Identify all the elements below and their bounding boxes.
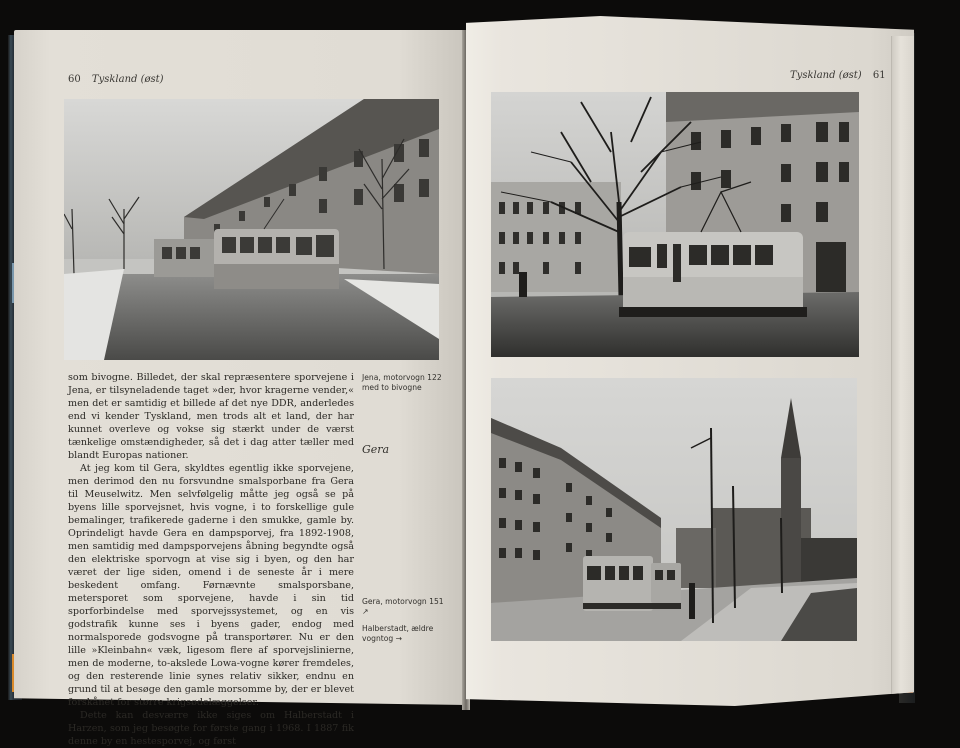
photo-gera-tram (491, 92, 859, 357)
running-title-left: Tyskland (øst) (91, 74, 164, 85)
caption-jena: Jena, motorvogn 122 med to bivogne (362, 373, 442, 392)
paragraph-1: som bivogne. Billedet, der skal repræsentere sporvejene i Jena, er tilsyneladende taget »der, hvor kragerne vender,« men det er samtidig et billede af det nye DDR, anderledes end vi kender Tyskland, men trods alt et land, der har kunnet overleve og vokse sig stærkt under de værst tænkelige omstændigheder, så det i dag atter tæller med blandt Europas nationer. (68, 372, 354, 461)
running-title-right: Tyskland (øst) (790, 70, 862, 81)
photo-jena-tram (64, 99, 439, 360)
caption-halberstadt-text: Halberstadt, ældre vogntog (362, 624, 434, 643)
body-text-left (68, 371, 354, 748)
page-number-left: 60 (68, 74, 81, 85)
arrow-right-icon: → (395, 634, 403, 643)
paragraph-2: At jeg kom til Gera, skyldtes egentlig ikke sporvejene, men derimod den nu forsvundne smalsporbane fra Gera til Meuselwitz. Men selvfølgelig måtte jeg også se på byens lille sporvejsnet, hvis vogne, i to forskellige gule bemalinger, trafikerede gaderne i den smukke, gamle by. Oprindeligt havde Gera en dampsporvej, fra 1892-1908, men samtidig med dampsporvejens åbning begyndte også den elektriske sporvogn at vise sig i byen, og den har været der lige siden, omend i de seneste år i mere beskedent omfang. Førnævnte smalsporsbane, metersporet som sporvejene, havde i sin tid sporforbindelse med sporvejssystemet, og en vis godstrafik kunne ses i byens gader, endog med normalsporede godsvogne på transportører. Nu er den lille »Kleinbahn« væk, ligesom flere af sporvejslinierne, men de moderne, to-akslede Lowa-vogne kører fremdeles, og den resterende linie synes relativ sikker, endnu en grund til at besøge den gamle morsomme by, der er blevet forskånet for større krigsødelæggelser. (68, 463, 354, 708)
caption-halberstadt (362, 624, 444, 644)
running-head-left (60, 74, 164, 85)
caption-gera (362, 597, 444, 617)
arrow-up-right-icon: ↗ (362, 607, 369, 616)
photo-halberstadt-tram (491, 378, 857, 641)
running-head-right (790, 70, 894, 81)
paragraph-3: Dette kan desværre ikke siges om Halberstadt i Harzen, som jeg besøgte for første gang i 1968. I 1887 fik denne by en hestesporvej, og først (68, 710, 354, 747)
margin-heading-gera: Gera (362, 443, 390, 456)
caption-gera-text: Gera, motorvogn 151 (362, 597, 444, 606)
page-number-right: 61 (872, 70, 886, 81)
